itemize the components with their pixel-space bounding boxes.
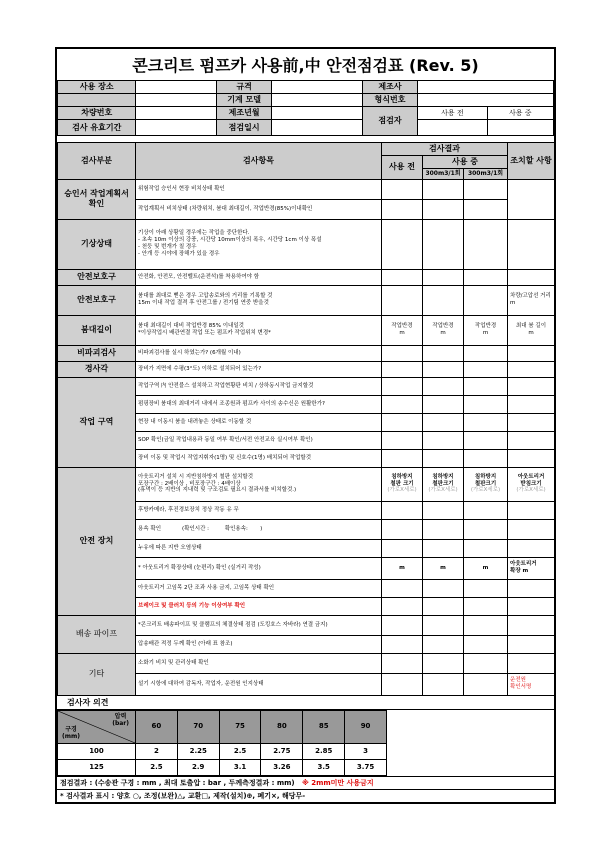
thickness-cell: 3 xyxy=(345,743,387,759)
check-18b[interactable]: m xyxy=(423,557,464,579)
action-14-label: 아웃트리거 받침크기 xyxy=(517,473,545,487)
item-3-line4: - 안개 등 시야에 장해가 있을 경우 xyxy=(138,250,220,257)
section-weather: 기상상태 xyxy=(58,219,136,269)
action-12[interactable] xyxy=(508,431,555,449)
check-date-label: 점검일시 xyxy=(216,120,271,136)
check-6c[interactable]: 작업반경 m xyxy=(464,315,508,345)
action-15[interactable] xyxy=(508,501,555,519)
item-6-line2: *이상작업시 배관연결 작업 또는 펌프카 작업위치 변경* xyxy=(138,330,271,336)
item-3-line1: 기상이 아래 상황일 경우에는 작업을 중단한다. xyxy=(138,230,250,237)
item-9: 작업구역 内 안전블스 설치하고 작업현황판 비치 / 상하동시작업 금지할것 xyxy=(136,377,382,395)
check-12a[interactable] xyxy=(382,431,423,449)
item-16-b: (확인시간 : xyxy=(182,525,209,532)
check-14a[interactable] xyxy=(382,467,423,501)
pressure-axis-label: 압력 (bar) xyxy=(112,712,129,727)
action-20[interactable] xyxy=(508,597,555,615)
category-header: 검사부분 xyxy=(58,143,136,180)
check-7c[interactable] xyxy=(464,345,508,361)
check-2a[interactable] xyxy=(382,199,423,219)
section-work-area: 작업 구역 xyxy=(58,377,136,467)
item-3-line2: - 초속 10m 이상의 강풍, 시간당 10mm이상의 폭우, 시간당 1cm 이상 폭설 xyxy=(138,237,322,244)
form-title: 콘크리트 펌프카 사용前,中 안전점검표 (Rev. 5) xyxy=(132,56,479,75)
pressure-header: 80 xyxy=(261,710,303,743)
item-14-line3: (휴먹이 등 지반의 지내력 및 구조검토 필요시 결과서를 비치할것.) xyxy=(138,487,297,494)
item-2: 작업계획서 비치상태 (차량위치, 붐대 최대길이, 작업반경(85%)이내확인 xyxy=(136,199,382,219)
item-23: 소화기 비치 및 관리상태 확인 xyxy=(136,653,382,673)
model-value[interactable] xyxy=(272,94,363,107)
check-16b[interactable] xyxy=(423,519,464,539)
type-no-label: 형식번호 xyxy=(362,94,417,107)
check-date-value[interactable] xyxy=(272,120,363,136)
item-3 xyxy=(136,219,382,269)
check-14a-label: 침하방지 철판 크기 xyxy=(390,473,414,487)
result-header: 검사결과 xyxy=(382,143,508,156)
check-15b[interactable] xyxy=(423,501,464,519)
item-13: 장비 이동 및 작업시 작업지휘자(1명) 및 신호수(1명) 배치되어 작업할것 xyxy=(136,449,382,467)
result-text: 점검결과 : (수송관 구경 : mm , 최대 토출압 : bar , 두께측정결과 : mm) xyxy=(60,778,295,787)
thickness-cell: 3.5 xyxy=(303,759,345,775)
check-3a[interactable] xyxy=(382,219,423,269)
type-no-value[interactable] xyxy=(418,94,554,107)
check-9b[interactable] xyxy=(423,377,464,395)
diameter-cell: 100 xyxy=(58,743,136,759)
inspector-during-sign[interactable] xyxy=(487,120,553,136)
check-12c[interactable] xyxy=(464,431,508,449)
check-7a[interactable] xyxy=(382,345,423,361)
action-9[interactable] xyxy=(508,377,555,395)
checklist-table xyxy=(57,142,555,696)
item-5 xyxy=(136,285,382,315)
thickness-cell: 2.75 xyxy=(261,743,303,759)
section-ndt: 비파괴검사 xyxy=(58,345,136,361)
action-header: 조치할 사항 xyxy=(508,143,555,180)
check-4c[interactable] xyxy=(464,269,508,285)
check-20c[interactable] xyxy=(464,597,508,615)
mfg-year-value[interactable] xyxy=(272,107,363,120)
item-17: 누유에 따른 지반 오염상태 xyxy=(136,539,382,557)
action-4[interactable] xyxy=(508,269,555,285)
thickness-cell: 3.75 xyxy=(345,759,387,775)
item-14-line2: 포장구간 : 2배이상 , 비포장구간 : 4배이상 xyxy=(138,480,241,487)
check-11a[interactable] xyxy=(382,413,423,431)
thickness-warning: ※ 2mm미만 사용금지 xyxy=(301,778,374,787)
check-23a[interactable] xyxy=(382,653,423,673)
check-6b[interactable]: 작업반경 m xyxy=(423,315,464,345)
check-13a[interactable] xyxy=(382,449,423,467)
thickness-cell: 2 xyxy=(136,743,178,759)
check-15c[interactable] xyxy=(464,501,508,519)
thickness-cell: 3.26 xyxy=(261,759,303,775)
action-6[interactable]: 최대 붐 길이 m xyxy=(508,315,555,345)
inspector-during: 사용 중 xyxy=(487,107,553,120)
info-table xyxy=(57,80,554,136)
thickness-cell: 2.5 xyxy=(136,759,178,775)
section-approval: 승인서 작업계획서 확인 xyxy=(58,179,136,219)
action-3[interactable] xyxy=(508,219,555,269)
check-9a[interactable] xyxy=(382,377,423,395)
item-15: 후방카메라, 후진경보장치 정상 작동 유 무 xyxy=(136,501,382,519)
item-10: 펌핑장비 붐대의 최대거리 내에서 조종원과 펌프카 사이의 송수신은 원활한가? xyxy=(136,395,382,413)
thickness-cell: 2.5 xyxy=(219,743,261,759)
item-12: SOP 확인(금일 작업내용과 동일 여부 확인/서전 안전교육 실시여부 확인) xyxy=(136,431,382,449)
check-5b[interactable] xyxy=(423,285,464,315)
check-11c[interactable] xyxy=(464,413,508,431)
action-14-sub: (가로X세로) xyxy=(516,487,546,494)
inspection-form xyxy=(55,47,556,804)
check-11b[interactable] xyxy=(423,413,464,431)
check-1a[interactable] xyxy=(382,179,423,199)
model-label: 기계 모델 xyxy=(216,94,271,107)
check-14c-sub: (가로X세로) xyxy=(470,487,501,494)
check-21a[interactable] xyxy=(382,615,423,635)
check-1c[interactable] xyxy=(464,179,508,199)
check-9c[interactable] xyxy=(464,377,508,395)
section-other: 기타 xyxy=(58,653,136,695)
action-22[interactable] xyxy=(508,635,555,653)
item-20: 브레이크 및 클러치 등의 기능 이상여부 확인 xyxy=(136,597,382,615)
spec-value[interactable] xyxy=(272,81,363,94)
check-17b[interactable] xyxy=(423,539,464,557)
action-16[interactable] xyxy=(508,519,555,539)
item-16 xyxy=(136,519,382,539)
pressure-header: 75 xyxy=(219,710,261,743)
action-17[interactable] xyxy=(508,539,555,557)
pressure-corner xyxy=(58,710,136,743)
action-19[interactable] xyxy=(508,579,555,597)
maker-value[interactable] xyxy=(418,81,554,94)
result-line xyxy=(57,776,554,789)
section-ppe-2: 안전보호구 xyxy=(58,285,136,315)
check-23b[interactable] xyxy=(423,653,464,673)
item-18: * 아웃트리거 확장상태 (눈편리) 확인 (실거리 작성) xyxy=(136,557,382,579)
check-7b[interactable] xyxy=(423,345,464,361)
opinion-label: 검사자 의견 xyxy=(57,696,554,710)
check-24b[interactable] xyxy=(423,673,464,695)
check-14b[interactable] xyxy=(423,467,464,501)
check-21c[interactable] xyxy=(464,615,508,635)
item-19: 아웃트리거 고임목 2단 조과 사용 금지, 고임목 상태 확인 xyxy=(136,579,382,597)
action-7[interactable] xyxy=(508,345,555,361)
site-value[interactable] xyxy=(136,81,216,94)
check-22a[interactable] xyxy=(382,635,423,653)
check-8a[interactable] xyxy=(382,361,423,377)
check-22b[interactable] xyxy=(423,635,464,653)
check-19a[interactable] xyxy=(382,579,423,597)
check-2b[interactable] xyxy=(423,199,464,219)
item-14 xyxy=(136,467,382,501)
section-safety: 안전 장치 xyxy=(58,467,136,615)
check-1b[interactable] xyxy=(423,179,464,199)
site-value-2[interactable] xyxy=(136,94,216,107)
check-14b-label: 침하방지 철판크기 xyxy=(432,473,454,487)
check-4b[interactable] xyxy=(423,269,464,285)
check-14b-sub: (가로X세로) xyxy=(428,487,458,494)
action-21[interactable] xyxy=(508,615,555,635)
thickness-cell: 2.85 xyxy=(303,743,345,759)
vehicle-no-label: 차량번호 xyxy=(58,107,136,120)
check-15a[interactable] xyxy=(382,501,423,519)
items-header: 검사항목 xyxy=(136,143,382,180)
validity-label: 검사 유효기간 xyxy=(58,120,136,136)
thickness-cell: 3.1 xyxy=(219,759,261,775)
item-7: 비파괴검사를 실시 하였는가? (6개월 이내) xyxy=(136,345,382,361)
section-slope: 경사각 xyxy=(58,361,136,377)
action-24[interactable]: 운전원 확인서명 xyxy=(508,673,555,695)
check-14c[interactable] xyxy=(464,467,508,501)
thickness-cell: 2.9 xyxy=(177,759,219,775)
inspector-before-sign[interactable] xyxy=(418,120,487,136)
inspector-label: 점검자 xyxy=(362,107,417,136)
pressure-table xyxy=(57,710,387,776)
check-5c[interactable] xyxy=(464,285,508,315)
action-1[interactable] xyxy=(508,179,555,219)
item-5-line2: 15m 이내 작업 결격 후 안전그룹 / 전기팀 연중 받을것 xyxy=(138,300,269,306)
check-19b[interactable] xyxy=(423,579,464,597)
section-boom: 붐대길이 xyxy=(58,315,136,345)
check-10b[interactable] xyxy=(423,395,464,413)
check-23c[interactable] xyxy=(464,653,508,673)
item-6 xyxy=(136,315,382,345)
check-19c[interactable] xyxy=(464,579,508,597)
item-6-line1: 붐대 최대길이 대비 작업반경 85% 이내일것 xyxy=(138,323,244,330)
action-5[interactable]: 차량/고압선 거리 m xyxy=(508,285,555,315)
check-20b[interactable] xyxy=(423,597,464,615)
check-13c[interactable] xyxy=(464,449,508,467)
item-14-line1: 아웃트리거 설치 시 지반침하방지 철판 설치할것 xyxy=(138,473,254,480)
diameter-cell: 125 xyxy=(58,759,136,775)
item-5-line1: 붐대를 최대로 뻗은 경우 고압송로와의 거리를 기록할 것 xyxy=(138,293,273,300)
rate1-header: 300m3/1회 xyxy=(423,169,464,180)
pressure-header: 90 xyxy=(345,710,387,743)
action-14[interactable] xyxy=(508,467,555,501)
item-22: 압송배관 적정 두께 확인 (아래 표 참조) xyxy=(136,635,382,653)
check-24a[interactable] xyxy=(382,673,423,695)
diameter-axis-label: 구경 (mm) xyxy=(62,725,80,740)
check-13b[interactable] xyxy=(423,449,464,467)
section-ppe: 안전보호구 xyxy=(58,269,136,285)
legend-line: * 검사결과 표시 : 양호 ○, 조정(보완)△, 교환□, 제작(설치)⊕, 폐기×, 해당무- xyxy=(57,789,554,802)
item-21: *콘크리트 배송파이프 및 클램프의 체결상태 점검 (도킹호스 자바라) 연결 금지) xyxy=(136,615,382,635)
item-4: 안전화, 안전모, 안전벨트(운전석)를 착용하여야 함 xyxy=(136,269,382,285)
rate2-header: 300m3/1회 xyxy=(464,169,508,180)
action-8[interactable] xyxy=(508,361,555,377)
item-8: 장비가 지면에 수평(3°도) 이하로 설치되어 있는가? xyxy=(136,361,382,377)
vehicle-no-value[interactable] xyxy=(136,107,216,120)
check-8c[interactable] xyxy=(464,361,508,377)
action-10[interactable] xyxy=(508,395,555,413)
maker-label: 제조사 xyxy=(362,81,417,94)
item-11: 현장 내 이동시 붐을 내려놓은 상태로 이동할 것 xyxy=(136,413,382,431)
item-24: 설기 시항에 대하여 감독자, 작업자, 운전원 인지상태 xyxy=(136,673,382,695)
action-13[interactable] xyxy=(508,449,555,467)
check-18c[interactable]: m xyxy=(464,557,508,579)
validity-value[interactable] xyxy=(136,120,216,136)
check-3c[interactable] xyxy=(464,219,508,269)
action-11[interactable] xyxy=(508,413,555,431)
check-24c[interactable] xyxy=(464,673,508,695)
before-header: 사용 전 xyxy=(382,156,423,180)
check-10c[interactable] xyxy=(464,395,508,413)
site-label-blank xyxy=(58,94,136,107)
check-8b[interactable] xyxy=(423,361,464,377)
site-label: 사용 장소 xyxy=(58,81,136,94)
check-17a[interactable] xyxy=(382,539,423,557)
action-23[interactable] xyxy=(508,653,555,673)
check-12b[interactable] xyxy=(423,431,464,449)
item-1: 위험작업 승인서 현장 비치상태 확인 xyxy=(136,179,382,199)
item-3-line3: - 천둥 및 번개가 칠 경우 xyxy=(138,244,197,250)
check-5a[interactable] xyxy=(382,285,423,315)
during-header: 사용 중 xyxy=(423,156,508,169)
check-20a[interactable] xyxy=(382,597,423,615)
check-16c[interactable] xyxy=(464,519,508,539)
check-3b[interactable] xyxy=(423,219,464,269)
check-18a[interactable]: m xyxy=(382,557,423,579)
check-14a-sub: (가로X세로) xyxy=(387,487,417,494)
check-2c[interactable] xyxy=(464,199,508,219)
item-16-c: 확인용속: xyxy=(224,525,248,532)
check-14c-label: 침하방지 철판크기 xyxy=(474,473,497,487)
pressure-header: 60 xyxy=(136,710,178,743)
mfg-year-label: 제조년월 xyxy=(216,107,271,120)
thickness-cell: 2.25 xyxy=(177,743,219,759)
check-4a[interactable] xyxy=(382,269,423,285)
item-16-d: ) xyxy=(260,525,263,532)
check-16a[interactable] xyxy=(382,519,423,539)
pressure-header: 85 xyxy=(303,710,345,743)
section-pipe: 배송 파이프 xyxy=(58,615,136,653)
action-18[interactable]: 아웃트리거 확장 m xyxy=(508,557,555,579)
inspector-before: 사용 전 xyxy=(418,107,487,120)
item-16-a: 용속 확인 xyxy=(138,525,162,532)
check-17c[interactable] xyxy=(464,539,508,557)
spec-label: 규격 xyxy=(216,81,271,94)
check-22c[interactable] xyxy=(464,635,508,653)
pressure-header: 70 xyxy=(177,710,219,743)
check-10a[interactable] xyxy=(382,395,423,413)
check-6a[interactable]: 작업반경 m xyxy=(382,315,423,345)
check-21b[interactable] xyxy=(423,615,464,635)
